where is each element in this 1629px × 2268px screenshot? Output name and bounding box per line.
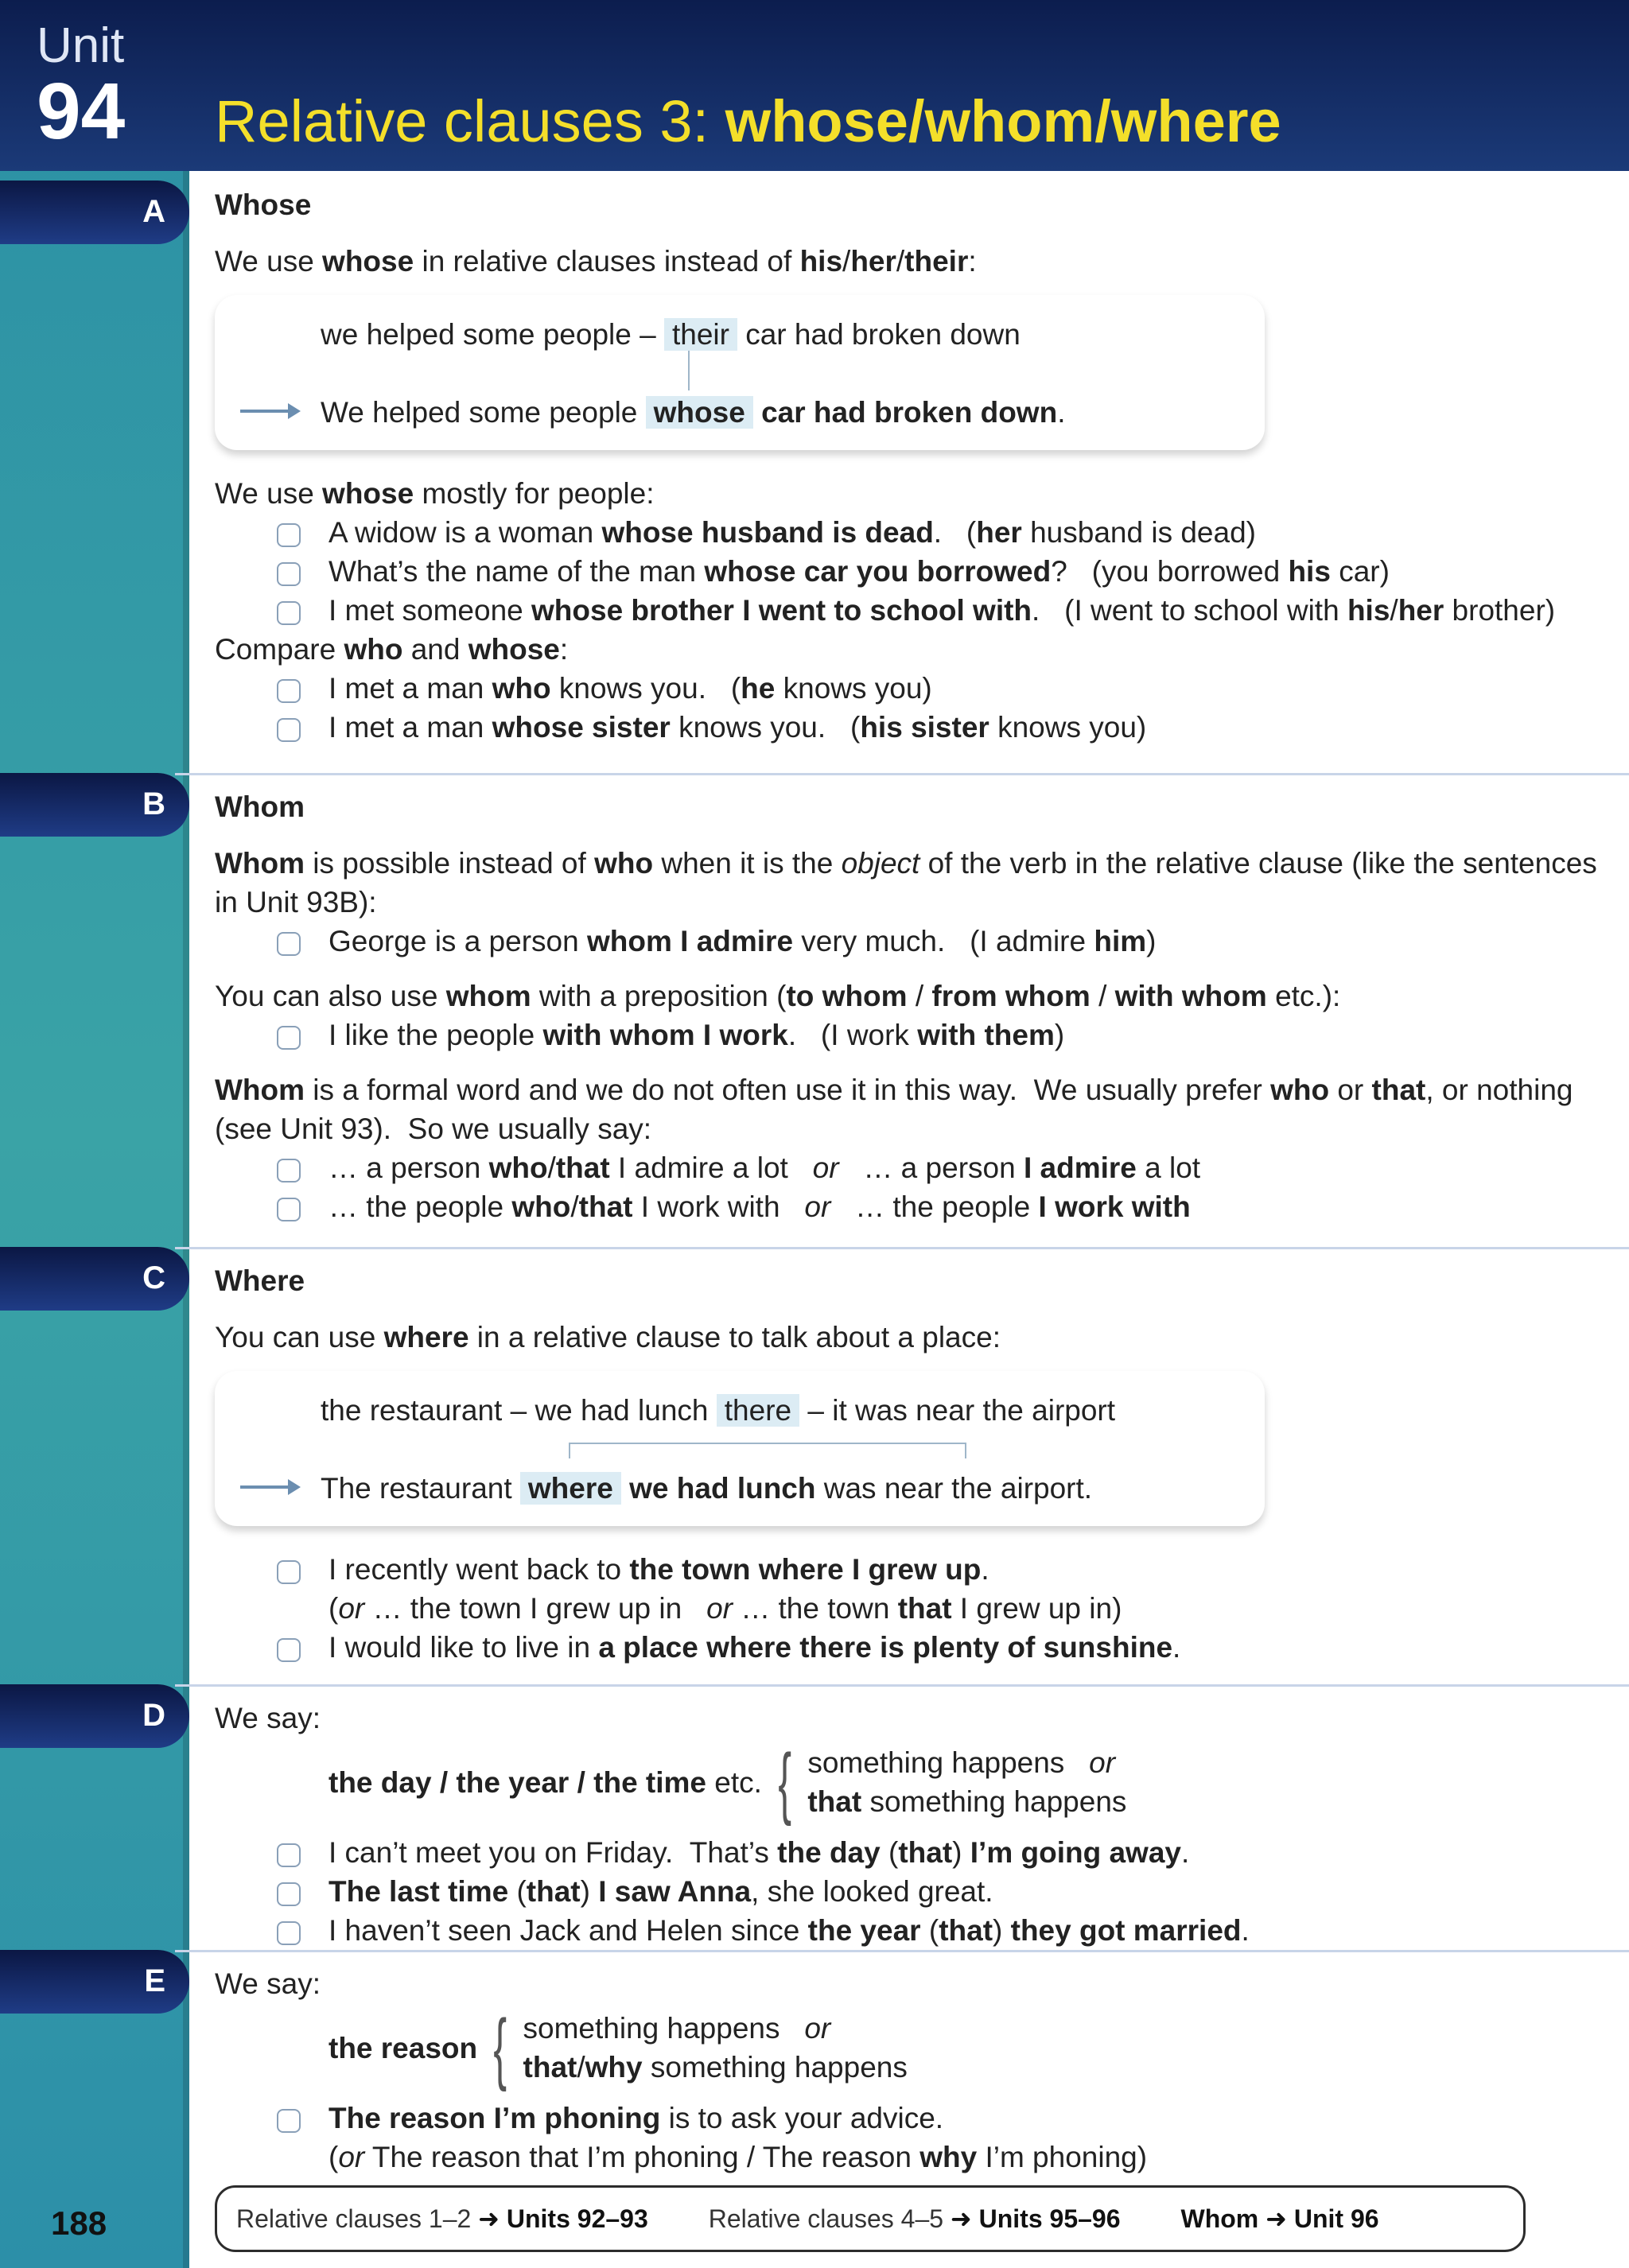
- example-note: (or The reason that I’m phoning / The reason why I’m phoning): [329, 2141, 1148, 2173]
- arrow-right-icon: ➜: [1265, 2204, 1287, 2233]
- example: A widow is a woman whose husband is dead. (her husband is dead): [215, 513, 1597, 552]
- unit-number: 94: [37, 67, 126, 156]
- checkbox-icon: [277, 1638, 301, 1662]
- section-a-body: [215, 171, 1597, 747]
- example: I would like to live in a place where there is plenty of sunshine.: [215, 1628, 1597, 1667]
- rule-text: We say:: [215, 1702, 321, 1734]
- example: What’s the name of the man whose car you borrowed? (you borrowed his car): [215, 552, 1597, 591]
- section-tab-e: E: [0, 1950, 189, 2014]
- example: I recently went back to the town where I grew up.: [215, 1550, 1597, 1589]
- checkbox-icon: [277, 679, 301, 703]
- section-heading: Whose: [215, 188, 312, 221]
- section-d: [0, 1684, 1629, 1947]
- example: I met a man who knows you. (he knows you): [215, 669, 1597, 708]
- example: The reason I’m phoning is to ask your advice.: [215, 2099, 1597, 2138]
- example: I haven’t seen Jack and Helen since the year (that) they got married.: [215, 1911, 1597, 1950]
- rule-text: Compare who and whose:: [215, 633, 569, 666]
- pattern-lead: the reason: [329, 2031, 478, 2064]
- pattern-options: something happens or that something happens: [807, 1746, 1127, 1818]
- checkbox-icon: [277, 1198, 301, 1221]
- section-b: [0, 773, 1629, 1242]
- diagram-connector: [569, 1443, 966, 1458]
- checkbox-icon: [277, 1026, 301, 1050]
- checkbox-icon: [277, 1882, 301, 1906]
- diagram-connector: [688, 351, 690, 390]
- pattern: [329, 2003, 1597, 2092]
- example: I can’t meet you on Friday. That’s the day (that) I’m going away.: [215, 1833, 1597, 1872]
- example: I met someone whose brother I went to school with. (I went to school with his/her brother): [215, 591, 1597, 630]
- section-heading: Where: [215, 1264, 305, 1297]
- cross-reference-box: [215, 2185, 1526, 2252]
- checkbox-icon: [277, 1843, 301, 1867]
- cross-ref-3[interactable]: Whom ➜ Unit 96: [1180, 2204, 1379, 2233]
- checkbox-icon: [277, 718, 301, 742]
- checkbox-icon: [277, 1560, 301, 1584]
- example: … a person who/that I admire a lot or … a person I admire a lot: [215, 1148, 1597, 1187]
- diagram-line-2: We helped some people whose car had broken down.: [321, 396, 1066, 429]
- rule-text: You can also use whom with a preposition (to whom / from whom / with whom etc.):: [215, 980, 1341, 1012]
- checkbox-icon: [277, 601, 301, 625]
- section-c-body: [215, 1247, 1597, 1667]
- example: I met a man whose sister knows you. (his sister knows you): [215, 708, 1597, 747]
- arrow-right-icon: [240, 1485, 297, 1489]
- checkbox-icon: [277, 932, 301, 956]
- arrow-right-icon: ➜: [478, 2204, 500, 2233]
- page-title: Relative clauses 3: whose/whom/where: [215, 88, 1281, 154]
- rule-text: Whom is a formal word and we do not often use it in this way. We usually prefer who or that, or nothing (see Unit 93). So we usually say:: [215, 1074, 1573, 1145]
- diagram-line-2: The restaurant where we had lunch was near the airport.: [321, 1472, 1093, 1505]
- checkbox-icon: [277, 562, 301, 586]
- example: … the people who/that I work with or … the people I work with: [215, 1187, 1597, 1226]
- checkbox-icon: [277, 1159, 301, 1183]
- checkbox-icon: [277, 1921, 301, 1945]
- rule-text: We say:: [215, 1967, 321, 2000]
- rule-text: We use whose in relative clauses instead of his/her/their:: [215, 245, 977, 278]
- section-d-body: [215, 1684, 1597, 1950]
- page-number: 188: [51, 2204, 107, 2242]
- section-tab-a: A: [0, 181, 189, 244]
- arrow-right-icon: ➜: [950, 2204, 972, 2233]
- rule-text: You can use where in a relative clause to talk about a place:: [215, 1321, 1001, 1353]
- section-a: [0, 171, 1629, 767]
- section-e-body: [215, 1950, 1597, 2177]
- diagram-line-1: the restaurant – we had lunch there – it was near the airport: [321, 1394, 1116, 1427]
- section-b-body: [215, 773, 1597, 1226]
- brace-icon: {: [778, 1738, 791, 1827]
- section-tab-c: C: [0, 1247, 189, 1311]
- pattern: [329, 1738, 1597, 1827]
- brace-icon: {: [493, 2003, 507, 2092]
- example: I like the people with whom I work. (I work with them): [215, 1016, 1597, 1054]
- page-header: [0, 0, 1629, 171]
- example: George is a person whom I admire very much. (I admire him): [215, 922, 1597, 961]
- checkbox-icon: [277, 2109, 301, 2133]
- example: The last time (that) I saw Anna, she looked great.: [215, 1872, 1597, 1911]
- example-note: (or … the town I grew up in or … the town that I grew up in): [329, 1592, 1122, 1625]
- section-tab-b: B: [0, 773, 189, 837]
- transformation-diagram: [215, 295, 1265, 450]
- section-c: [0, 1247, 1629, 1680]
- unit-label: Unit: [37, 18, 125, 73]
- rule-text: Whom is possible instead of who when it is the object of the verb in the relative clause (like the sentences in Unit 93B):: [215, 847, 1597, 918]
- arrow-right-icon: [240, 410, 297, 413]
- section-heading: Whom: [215, 790, 305, 823]
- pattern-lead: the day / the year / the time etc.: [329, 1765, 762, 1799]
- diagram-line-1: we helped some people – their car had broken down: [321, 318, 1021, 351]
- checkbox-icon: [277, 523, 301, 547]
- section-e: [0, 1950, 1629, 2181]
- rule-text: We use whose mostly for people:: [215, 477, 655, 510]
- cross-ref-2[interactable]: Relative clauses 4–5 ➜ Units 95–96: [708, 2204, 1121, 2233]
- pattern-options: something happens or that/why something happens: [523, 2012, 908, 2084]
- section-tab-d: D: [0, 1684, 189, 1748]
- transformation-diagram: [215, 1371, 1265, 1526]
- cross-ref-1[interactable]: Relative clauses 1–2 ➜ Units 92–93: [236, 2204, 648, 2233]
